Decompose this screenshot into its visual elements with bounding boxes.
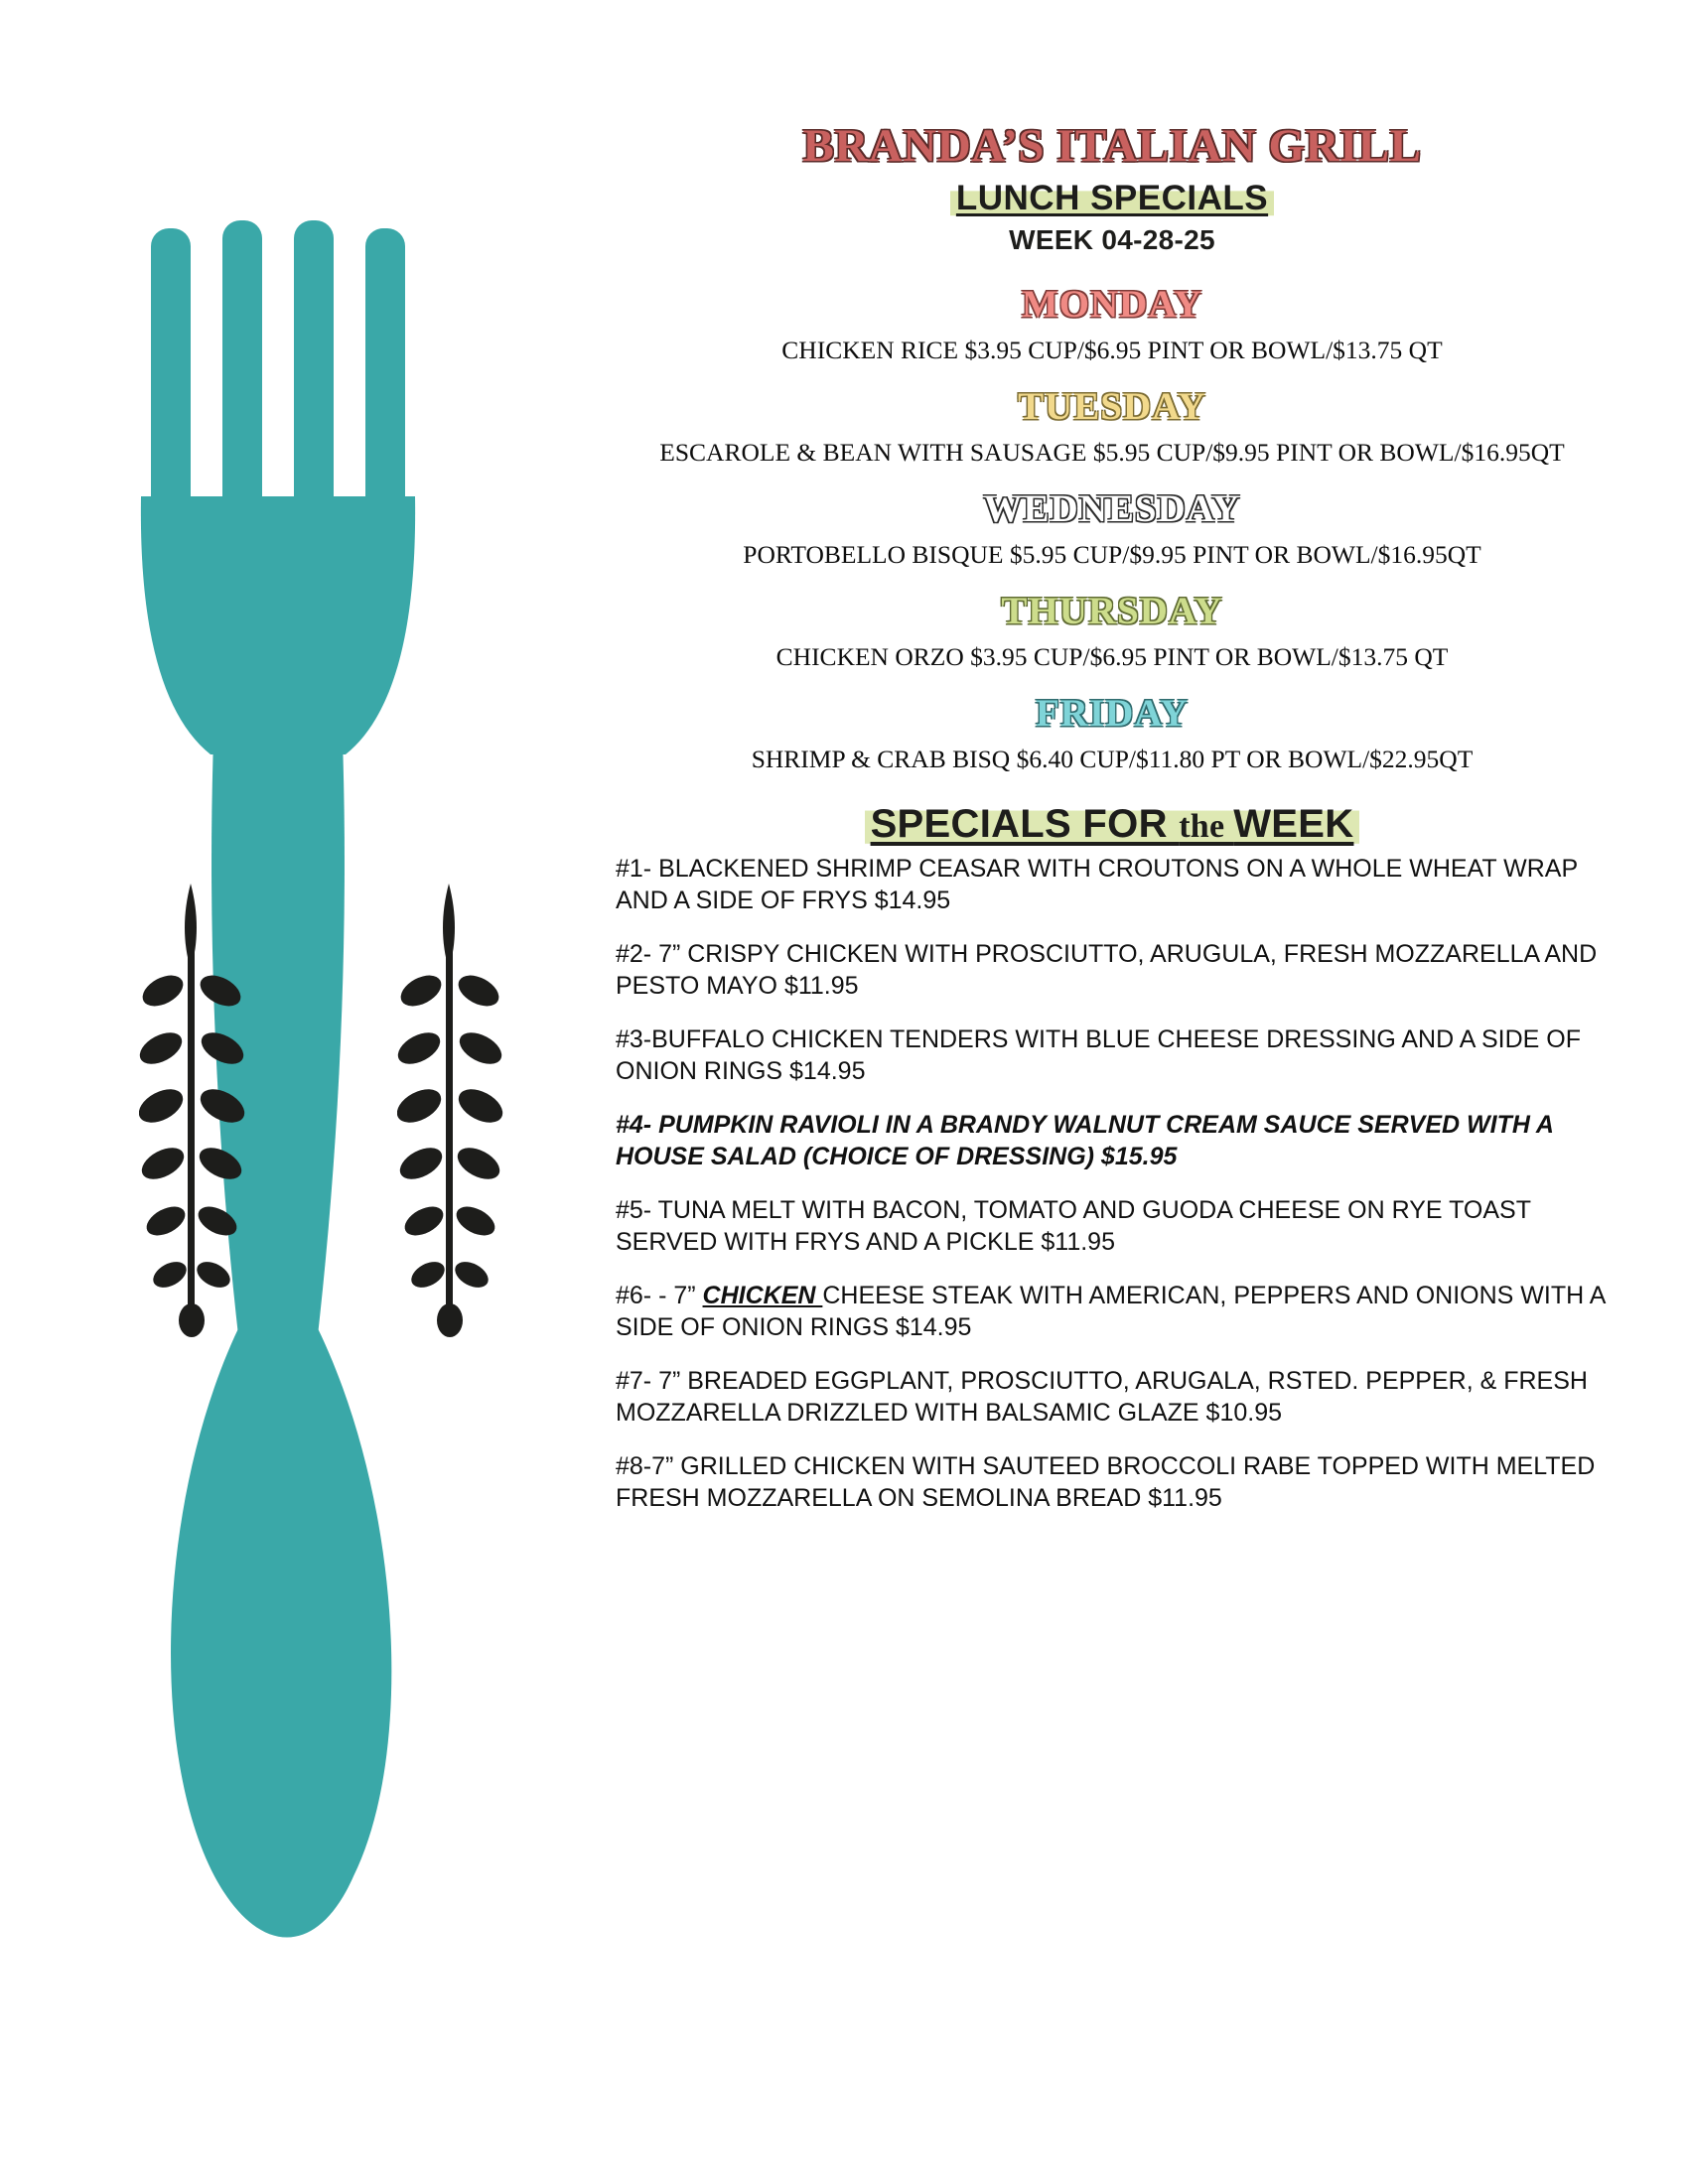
subtitle-row xyxy=(616,179,1609,222)
week-label: WEEK 04-28-25 xyxy=(1009,224,1215,255)
list-item: #8-7” GRILLED CHICKEN WITH SAUTEED BROCCOLI RABE TOPPED WITH MELTED FRESH MOZZARELLA ON SEMOLINA BREAD $11.95 xyxy=(616,1452,1596,1513)
decorative-artwork-panel xyxy=(0,0,635,2184)
page-title: BRANDA’S ITALIAN GRILL xyxy=(802,120,1422,172)
menu-subtitle: LUNCH SPECIALS xyxy=(950,179,1274,218)
list-item: #2- 7” CRISPY CHICKEN WITH PROSCIUTTO, ARUGULA, FRESH MOZZARELLA AND PESTO MAYO $11.95 xyxy=(616,940,1598,1001)
menu-content xyxy=(616,119,1609,1536)
day-description-friday: SHRIMP & CRAB BISQ $6.40 CUP/$11.80 PT OR BOWL/$22.95QT xyxy=(751,744,1474,773)
list-item: #4- PUMPKIN RAVIOLI IN A BRANDY WALNUT CREAM SAUCE SERVED WITH A HOUSE SALAD (CHOICE OF DRESSING) $15.95 xyxy=(616,1111,1554,1171)
special-6-suffix: CHEESE STEAK WITH AMERICAN, PEPPERS AND ONIONS WITH A SIDE OF ONION RINGS $14.95 xyxy=(616,1282,1606,1342)
leaf-sprig-icon xyxy=(139,874,248,1345)
specials-heading xyxy=(865,802,1360,847)
specials-heading-lower: the xyxy=(1179,808,1234,846)
day-description-wednesday: PORTOBELLO BISQUE $5.95 CUP/$9.95 PINT OR BOWL/$16.95QT xyxy=(743,539,1481,569)
day-section-friday xyxy=(616,691,1609,775)
list-item xyxy=(616,1280,1609,1343)
day-section-tuesday xyxy=(616,384,1609,469)
list-item: #3-BUFFALO CHICKEN TENDERS WITH BLUE CHEESE DRESSING AND A SIDE OF ONION RINGS $14.95 xyxy=(616,1025,1581,1086)
day-name-thursday: THURSDAY xyxy=(1001,589,1223,632)
day-name-wednesday: WEDNESDAY xyxy=(983,486,1241,530)
list-item: #5- TUNA MELT WITH BACON, TOMATO AND GUODA CHEESE ON RYE TOAST SERVED WITH FRYS AND A PICKLE $11.95 xyxy=(616,1196,1531,1257)
day-name-friday: FRIDAY xyxy=(1035,691,1190,735)
day-description-thursday: CHICKEN ORZO $3.95 CUP/$6.95 PINT OR BOWL/$13.75 QT xyxy=(775,641,1449,671)
day-section-monday xyxy=(616,282,1609,366)
specials-heading-end: WEEK xyxy=(1233,802,1354,847)
day-name-tuesday: TUESDAY xyxy=(1018,384,1206,428)
special-6-prefix: #6- - 7” xyxy=(616,1282,703,1310)
day-section-wednesday xyxy=(616,486,1609,571)
list-item: #7- 7” BREADED EGGPLANT, PROSCIUTTO, ARUGALA, RSTED. PEPPER, & FRESH MOZZARELLA DRIZZLED WITH BALSAMIC GLAZE $10.95 xyxy=(616,1367,1588,1428)
leaf-sprig-icon xyxy=(397,874,506,1345)
day-description-tuesday: ESCAROLE & BEAN WITH SAUSAGE $5.95 CUP/$9.95 PINT OR BOWL/$16.95QT xyxy=(659,437,1565,467)
special-6-emphasis: CHICKEN xyxy=(702,1282,823,1310)
day-name-monday: MONDAY xyxy=(1021,283,1203,326)
list-item: #1- BLACKENED SHRIMP CEASAR WITH CROUTONS ON A WHOLE WHEAT WRAP AND A SIDE OF FRYS $14.95 xyxy=(616,855,1578,915)
specials-heading-main: SPECIALS FOR xyxy=(870,802,1180,847)
specials-heading-row xyxy=(616,802,1609,847)
day-description-monday: CHICKEN RICE $3.95 CUP/$6.95 PINT OR BOWL/$13.75 QT xyxy=(781,336,1443,364)
day-section-thursday xyxy=(616,589,1609,673)
